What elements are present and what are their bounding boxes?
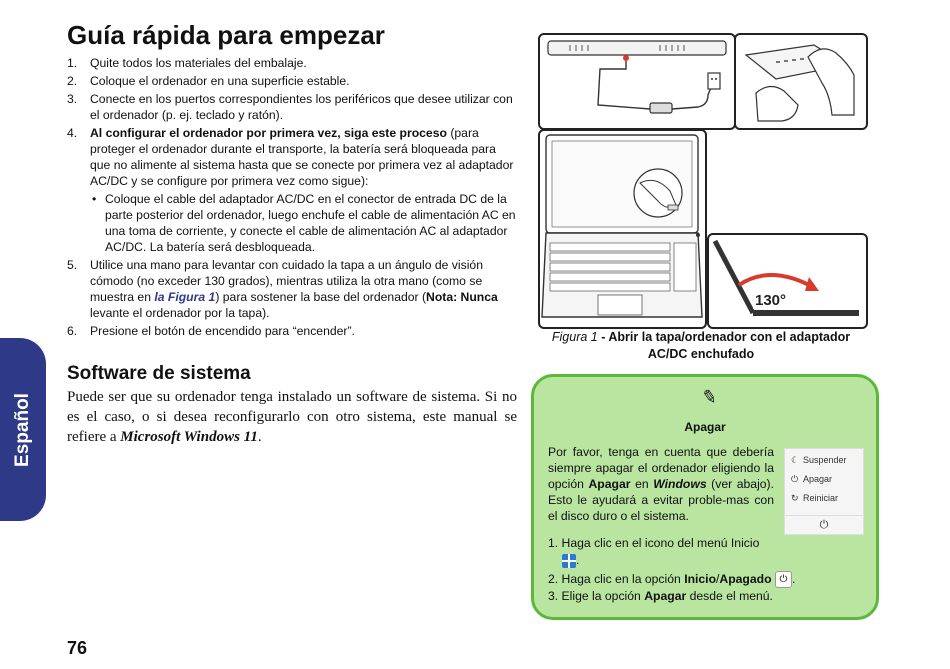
laptop-power-drawing — [540, 131, 705, 327]
bullet-text: Coloque el cable del adaptador AC/DC en el conector de entrada DC de la parte posterior del ordenador, luego enchufe el cable de alimentación AC en una toma de corriente, y conecte el cable de alimentación AC al adaptador AC/DC. La batería será desbloqueada. — [105, 192, 516, 254]
note-steps — [548, 535, 795, 605]
menu-item-shutdown[interactable] — [791, 474, 832, 485]
note-strong: Inicio — [684, 572, 717, 586]
language-tab-label: Español — [12, 392, 33, 467]
windows-start-icon[interactable] — [562, 554, 576, 568]
note-step-text: 3. Elige la opción — [548, 589, 645, 604]
section-text-end: . — [257, 429, 262, 445]
step-4-bullet — [90, 191, 519, 255]
lift-lid-drawing — [736, 35, 866, 128]
step-number: 2. — [67, 74, 78, 88]
menu-item-suspend[interactable] — [791, 455, 847, 466]
step-text: Utilice una mano para levantar con cuidado la tapa a un ángulo de visión cómodo (no exceder 130 grados), mientras utiliza la otra mano (como se muestra en — [90, 258, 483, 304]
setup-steps — [67, 55, 519, 341]
menu-item-label: Apagar — [803, 474, 833, 484]
section-body — [67, 387, 517, 447]
adapter-illustration — [538, 33, 736, 130]
note-text-part: Por favor, tenga en cuenta que debería siempre apagar el ordenador eligiendo la opción — [548, 445, 774, 491]
power-button[interactable] — [785, 515, 863, 534]
note-step-1 — [548, 535, 795, 569]
note-os: Windows — [653, 477, 707, 491]
note-title: Apagar — [684, 420, 726, 434]
shutdown-note — [531, 374, 879, 620]
step-number: 6. — [67, 324, 78, 338]
restart-icon: ↻ — [791, 493, 799, 503]
figure-caption-text: - Abrir la tapa/ordenador con el adaptador AC/DC enchufado — [597, 330, 851, 361]
note-step-3 — [548, 588, 795, 605]
step-number: 5. — [67, 258, 78, 272]
note-text-part: en — [630, 477, 654, 491]
step-3 — [67, 91, 519, 123]
step-6 — [67, 323, 519, 339]
power-icon: ⏻ — [819, 519, 829, 531]
section-text: Puede ser que su ordenador tenga instalado un software de sistema. Si no es el caso, o si desea reconfigurarlo con otro sistema, este manual se refiere a — [67, 389, 517, 445]
step-emphasis: Al configurar el ordenador por primera vez, siga este proceso — [90, 126, 447, 140]
note-step-2 — [548, 571, 795, 588]
step-text: Quite todos los materiales del embalaje. — [90, 56, 307, 70]
step-text: ) para sostener la base del ordenador ( — [215, 290, 427, 304]
lid-angle-illustration — [707, 233, 868, 329]
language-tab — [0, 338, 46, 521]
step-text: Conecte en los puertos correspondientes los periféricos que desee utilizar con el ordenador (p. ej. teclado y ratón). — [90, 92, 513, 122]
step-text: Coloque el ordenador en una superficie estable. — [90, 74, 350, 88]
pencil-icon: ✎ — [700, 385, 719, 409]
lid-angle-drawing — [709, 235, 866, 327]
bullet-dot: • — [92, 192, 97, 206]
adapter-drawing — [540, 35, 734, 128]
note-step-end: . — [576, 553, 580, 567]
step-4 — [67, 125, 519, 255]
menu-item-restart[interactable] — [791, 493, 838, 504]
step-emphasis: Nota: Nunca — [426, 290, 498, 304]
step-number: 4. — [67, 126, 78, 140]
note-strong: Apagar — [588, 477, 631, 491]
note-step-text: desde el menú. — [686, 589, 773, 604]
figure-caption — [538, 329, 864, 363]
note-step-end: . — [791, 572, 796, 586]
step-number: 1. — [67, 56, 78, 70]
power-menu — [784, 448, 864, 535]
lift-lid-illustration — [734, 33, 868, 130]
laptop-power-illustration — [538, 129, 707, 329]
page-number: 76 — [67, 638, 88, 658]
power-icon[interactable]: ⏻ — [775, 571, 792, 588]
menu-item-label: Suspender — [803, 455, 847, 465]
menu-item-label: Reiniciar — [803, 493, 839, 503]
step-1 — [67, 55, 519, 71]
note-step-text: 1. Haga clic en el icono del menú Inicio — [548, 536, 760, 550]
section-title: Software de sistema — [67, 363, 251, 384]
note-step-text: 2. Haga clic en la opción — [548, 572, 685, 586]
note-text — [548, 444, 774, 524]
step-2 — [67, 73, 519, 89]
figure-link[interactable]: la Figura 1 — [154, 290, 216, 304]
note-strong: Apagar — [644, 589, 687, 604]
page-title: Guía rápida para empezar — [67, 20, 385, 50]
moon-icon: ☾ — [791, 455, 800, 465]
angle-label: 130° — [755, 292, 787, 309]
figure-number: Figura 1 — [551, 330, 598, 344]
os-name: Microsoft Windows 11 — [120, 429, 258, 445]
step-text: (para proteger el ordenador durante el transporte, la batería será bloqueada para que no alimente al sistema hasta que se conecte por primera vez al adaptador AC/DC y se configure por primera vez como sigue): — [90, 126, 514, 188]
step-text: Presione el botón de encendido para “encender”. — [90, 324, 355, 338]
step-number: 3. — [67, 92, 78, 106]
step-5 — [67, 257, 519, 321]
note-strong: Apagado — [719, 572, 772, 586]
note-text-part: (ver abajo). Esto le ayudará a evitar proble-mas con el disco duro o el sistema. — [548, 477, 774, 523]
note-step-text: / — [716, 572, 720, 586]
step-text: levante el ordenador por la tapa). — [90, 306, 270, 320]
power-icon: ⏻ — [791, 474, 799, 484]
